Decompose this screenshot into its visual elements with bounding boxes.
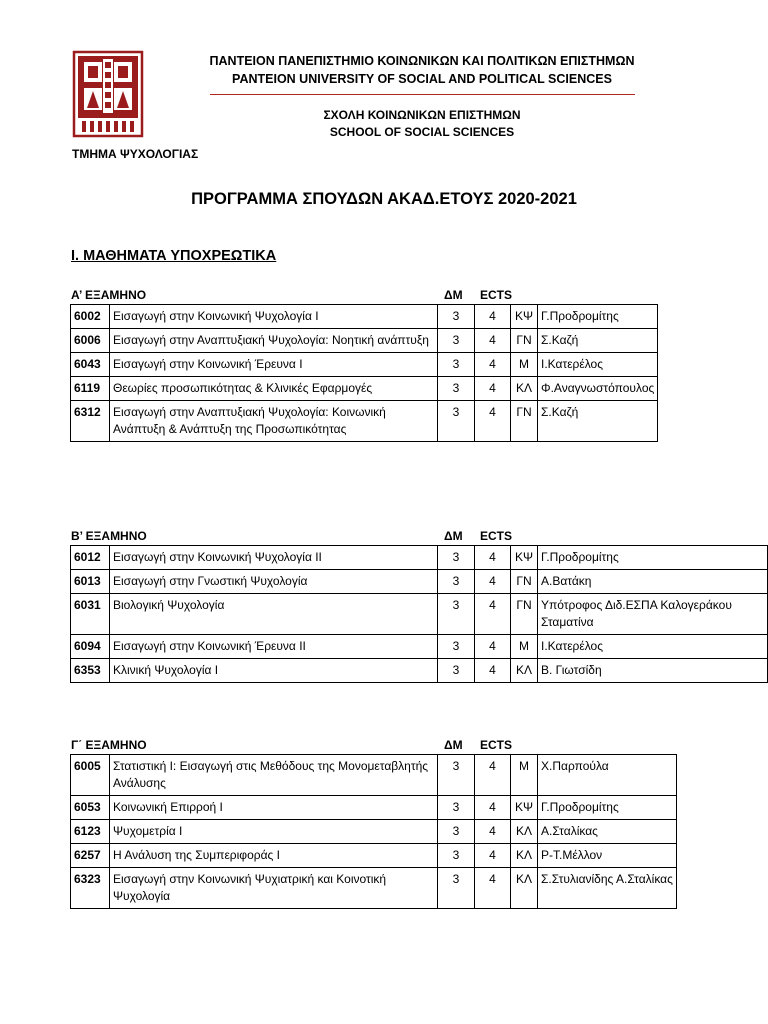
course-title: Κλινική Ψυχολογία Ι	[110, 659, 438, 683]
course-ects: 4	[475, 353, 511, 377]
course-instructor: Γ.Προδρομίτης	[538, 305, 658, 329]
department-name: ΤΜΗΜΑ ΨΥΧΟΛΟΓΙΑΣ	[72, 147, 199, 161]
course-title: Βιολογική Ψυχολογία	[110, 594, 438, 635]
course-title: Η Ανάλυση της Συμπεριφοράς Ι	[110, 844, 438, 868]
course-area: ΚΛ	[511, 377, 538, 401]
course-ects: 4	[475, 570, 511, 594]
course-dm: 3	[438, 820, 475, 844]
course-ects: 4	[475, 594, 511, 635]
course-dm: 3	[438, 546, 475, 570]
course-code: 6094	[71, 635, 110, 659]
table-row	[71, 546, 768, 570]
course-ects: 4	[475, 377, 511, 401]
course-area: ΓΝ	[511, 329, 538, 353]
course-dm: 3	[438, 329, 475, 353]
course-ects: 4	[475, 546, 511, 570]
course-instructor: Ι.Κατερέλος	[538, 353, 658, 377]
course-instructor: Σ.Στυλιανίδης Α.Σταλίκας	[538, 868, 677, 909]
course-area: Μ	[511, 353, 538, 377]
course-dm: 3	[438, 401, 475, 442]
semester-courses-table	[70, 754, 677, 909]
course-title: Εισαγωγή στην Κοινωνική Έρευνα ΙΙ	[110, 635, 438, 659]
semester-label: Β’ ΕΞΑΜΗΝΟ	[71, 529, 147, 543]
table-row	[71, 570, 768, 594]
table-row	[71, 353, 658, 377]
course-area: ΚΛ	[511, 820, 538, 844]
semester-label: Α’ ΕΞΑΜΗΝΟ	[71, 288, 147, 302]
table-row	[71, 820, 677, 844]
table-row	[71, 594, 768, 635]
course-instructor: Υπότροφος Διδ.ΕΣΠΑ Καλογεράκου Σταματίνα	[538, 594, 768, 635]
course-code: 6257	[71, 844, 110, 868]
course-ects: 4	[475, 755, 511, 796]
university-logo	[72, 50, 144, 138]
course-code: 6012	[71, 546, 110, 570]
school-name-greek: ΣΧΟΛΗ ΚΟΙΝΩΝΙΚΩΝ ΕΠΙΣΤΗΜΩΝ	[323, 108, 521, 122]
course-title: Εισαγωγή στην Γνωστική Ψυχολογία	[110, 570, 438, 594]
course-area: Μ	[511, 635, 538, 659]
course-ects: 4	[475, 635, 511, 659]
course-title: Εισαγωγή στην Κοινωνική Ψυχιατρική και Κοινοτική Ψυχολογία	[110, 868, 438, 909]
table-row	[71, 868, 677, 909]
university-name-greek: ΠΑΝΤΕΙΟΝ ΠΑΝΕΠΙΣΤΗΜΙΟ ΚΟΙΝΩΝΙΚΩΝ ΚΑΙ ΠΟΛΙΤΙΚΩΝ ΕΠΙΣΤΗΜΩΝ	[209, 54, 635, 68]
course-instructor: Σ.Καζή	[538, 401, 658, 442]
course-title: Στατιστική Ι: Εισαγωγή στις Μεθόδους της Μονομεταβλητής Ανάλυσης	[110, 755, 438, 796]
semester-label: Γ΄ ΕΞΑΜΗΝΟ	[71, 738, 147, 752]
course-instructor: Α.Βατάκη	[538, 570, 768, 594]
course-title: Θεωρίες προσωπικότητας & Κλινικές Εφαρμογές	[110, 377, 438, 401]
course-code: 6312	[71, 401, 110, 442]
course-area: ΚΛ	[511, 868, 538, 909]
column-header-dm: ΔΜ	[444, 738, 463, 752]
course-title: Εισαγωγή στην Κοινωνική Ψυχολογία Ι	[110, 305, 438, 329]
course-ects: 4	[475, 820, 511, 844]
course-code: 6119	[71, 377, 110, 401]
course-title: Ψυχομετρία Ι	[110, 820, 438, 844]
course-dm: 3	[438, 635, 475, 659]
course-area: ΚΛ	[511, 844, 538, 868]
course-code: 6323	[71, 868, 110, 909]
course-dm: 3	[438, 353, 475, 377]
table-row	[71, 329, 658, 353]
course-dm: 3	[438, 305, 475, 329]
course-ects: 4	[475, 796, 511, 820]
course-title: Εισαγωγή στην Αναπτυξιακή Ψυχολογία: Κοινωνική Ανάπτυξη & Ανάπτυξη της Προσωπικότητας	[110, 401, 438, 442]
course-code: 6043	[71, 353, 110, 377]
course-dm: 3	[438, 570, 475, 594]
header-divider	[210, 94, 635, 95]
course-code: 6013	[71, 570, 110, 594]
course-area: ΚΛ	[511, 659, 538, 683]
course-instructor: Ι.Κατερέλος	[538, 635, 768, 659]
course-title: Κοινωνική Επιρροή Ι	[110, 796, 438, 820]
course-dm: 3	[438, 868, 475, 909]
course-title: Εισαγωγή στην Κοινωνική Ψυχολογία ΙΙ	[110, 546, 438, 570]
course-ects: 4	[475, 329, 511, 353]
course-dm: 3	[438, 659, 475, 683]
course-code: 6053	[71, 796, 110, 820]
course-code: 6123	[71, 820, 110, 844]
table-row	[71, 796, 677, 820]
semester-courses-table	[70, 545, 768, 683]
course-instructor: Γ.Προδρομίτης	[538, 546, 768, 570]
school-name-english: SCHOOL OF SOCIAL SCIENCES	[329, 125, 515, 139]
course-area: ΚΨ	[511, 796, 538, 820]
course-area: ΓΝ	[511, 401, 538, 442]
course-ects: 4	[475, 305, 511, 329]
course-area: Μ	[511, 755, 538, 796]
course-area: ΓΝ	[511, 570, 538, 594]
course-code: 6353	[71, 659, 110, 683]
course-instructor: Χ.Παρπούλα	[538, 755, 677, 796]
table-row	[71, 305, 658, 329]
university-name-english: PANTEION UNIVERSITY OF SOCIAL AND POLITICAL SCIENCES	[232, 72, 612, 86]
course-code: 6005	[71, 755, 110, 796]
table-row	[71, 377, 658, 401]
course-area: ΓΝ	[511, 594, 538, 635]
course-instructor: Ρ-Τ.Μέλλον	[538, 844, 677, 868]
semester-courses-table	[70, 304, 658, 442]
course-ects: 4	[475, 401, 511, 442]
course-area: ΚΨ	[511, 546, 538, 570]
course-dm: 3	[438, 594, 475, 635]
section-heading: Ι. ΜΑΘΗΜΑΤΑ ΥΠΟΧΡΕΩΤΙΚΑ	[71, 248, 277, 264]
table-row	[71, 755, 677, 796]
course-instructor: Γ.Προδρομίτης	[538, 796, 677, 820]
course-ects: 4	[475, 868, 511, 909]
table-row	[71, 659, 768, 683]
column-header-ects: ECTS	[480, 738, 513, 752]
table-row	[71, 635, 768, 659]
course-title: Εισαγωγή στην Αναπτυξιακή Ψυχολογία: Νοητική ανάπτυξη	[110, 329, 438, 353]
table-row	[71, 401, 658, 442]
course-code: 6006	[71, 329, 110, 353]
course-dm: 3	[438, 844, 475, 868]
course-instructor: Β. Γιωτσίδη	[538, 659, 768, 683]
course-title: Εισαγωγή στην Κοινωνική Έρευνα Ι	[110, 353, 438, 377]
column-header-dm: ΔΜ	[444, 288, 463, 302]
course-instructor: Α.Σταλίκας	[538, 820, 677, 844]
course-ects: 4	[475, 659, 511, 683]
column-header-ects: ECTS	[480, 288, 513, 302]
course-instructor: Σ.Καζή	[538, 329, 658, 353]
course-dm: 3	[438, 755, 475, 796]
course-instructor: Φ.Αναγνωστόπουλος	[538, 377, 658, 401]
course-code: 6002	[71, 305, 110, 329]
course-code: 6031	[71, 594, 110, 635]
page-title: ΠΡΟΓΡΑΜΜΑ ΣΠΟΥΔΩΝ ΑΚΑΔ.ΕΤΟΥΣ 2020-2021	[191, 190, 577, 208]
course-ects: 4	[475, 844, 511, 868]
table-row	[71, 844, 677, 868]
column-header-ects: ECTS	[480, 529, 513, 543]
course-dm: 3	[438, 796, 475, 820]
course-dm: 3	[438, 377, 475, 401]
column-header-dm: ΔΜ	[444, 529, 463, 543]
course-area: ΚΨ	[511, 305, 538, 329]
